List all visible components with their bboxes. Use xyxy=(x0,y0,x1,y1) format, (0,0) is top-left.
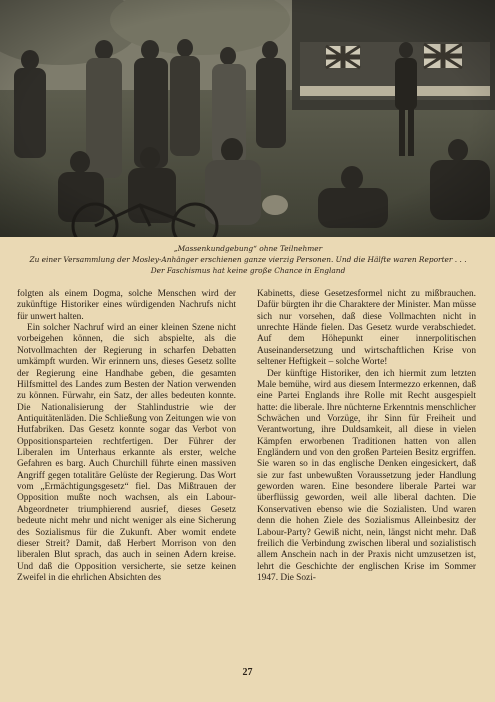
paragraph: Kabinetts, diese Gesetzesformel nicht zu mißbrauchen. Dafür bürgten ihr die Charaktere der Minister. Man müsse sich nur vorsehen, daß diese Vollmachten nicht in unrechte Hände fielen. Das Gesetz wurde verabschiedet. Auf dem Höhepunkt einer innerpolitischen Auseinandersetzung und wirtschaftlichen Krise von seltener Heftigkeit – solche Worte! xyxy=(257,289,476,368)
photo-caption xyxy=(14,243,482,276)
caption-title: „Massenkundgebung“ ohne Teilnehmer xyxy=(173,244,323,253)
paragraph: Der künftige Historiker, den ich hiermit zum letzten Male bemühe, wird aus diesem Intermezzo erkennen, daß eine Partei Englands ihre Rolle mit Recht ausgespielt hatte: die liberale. Ihre nüchterne Erkenntnis menschlicher Schwächen und Vorzüge, ihr Sinn für Freiheit und Verantwortung, ihre Duldsamkeit, all diese in vielen Kämpfen erworbenen Traditionen hatten von allen Engländern und von den großen Parteien Besitz ergriffen. Sie waren so in das englische Denken eingesickert, daß sie zur fast unbewußten Voraussetzung jeder Handlung geworden waren. Eine besondere liberale Partei war überflüssig geworden, weil alle liberal dachten. Die Konservativen ebenso wie die Sozialisten. Und waren denn die hohen Ziele des Sozialismus Alleinbesitz der Labour-Party? Gewiß nicht, nein, längst nicht mehr. Daß freilich die Verbindung zwischen liberal und sozialistisch allem Anschein nach in der Praxis nicht umzusetzen ist, lehrt die Geschichte der englischen Krise im Sommer 1947. Die Sozi- xyxy=(257,368,476,583)
text-column-right xyxy=(257,289,476,584)
paragraph: Ein solcher Nachruf wird an einer kleinen Szene nicht vorbeigehen können, die sich abspielte, als die Notvollmachten der Regierung in scharfen Debatten umkämpft wurden. Wir erinnern uns, dieses Gesetz sollte der Regierung eine Handhabe geben, die gesamten Hilfsmittel des Landes zum Besten der Nation verwenden zu können. Fürwahr, ein Satz, der alles bedeuten konnte. Die Nationalisierung der Stahlindustrie wie der Antiquitätenläden. Die Schließung von Zeitungen wie von Hutfabriken. Das Gesetz konnte sogar das Verbot von Oppositionsparteien rechtfertigen. Der Führer der Liberalen im Unterhaus erkannte als erster, welche Gefahren es barg. Auch Churchill führte einen massiven Angriff gegen totalitäre Gelüste der Regierung. Das Wort vom „Ermächtigungsgesetz“ fiel. Das Mißtrauen der Opposition mußte noch wachsen, als ein Labour-Abgeordneter triumphierend ausrief, dieses Gesetz bedeute nicht mehr und nicht weniger als eine Sicherung des Sozialismus für die Zukunft. Aber womit endete dieser Streit? Damit, daß Herbert Morrison von den liberalen Blut sprach, das auch in seinen Adern kreise. Und daß die Opposition versicherte, sie setze keinen Zweifel in die ehrlichen Absichten des xyxy=(17,323,236,583)
crowd-photo-illustration xyxy=(0,0,495,237)
paragraph: folgten als einem Dogma, solche Menschen wird der zukünftige Historiker eines würdigenden Nachrufs nicht für unwert halten. xyxy=(17,289,236,322)
text-column-left xyxy=(17,289,236,584)
meeting-photo xyxy=(0,0,495,237)
page-number: 27 xyxy=(242,667,253,678)
caption-subtitle: Zu einer Versammlung der Mosley-Anhänger erschienen ganze vierzig Personen. Und die Hälfte waren Reporter . . . Der Faschismus hat keine große Chance in England xyxy=(29,255,467,275)
